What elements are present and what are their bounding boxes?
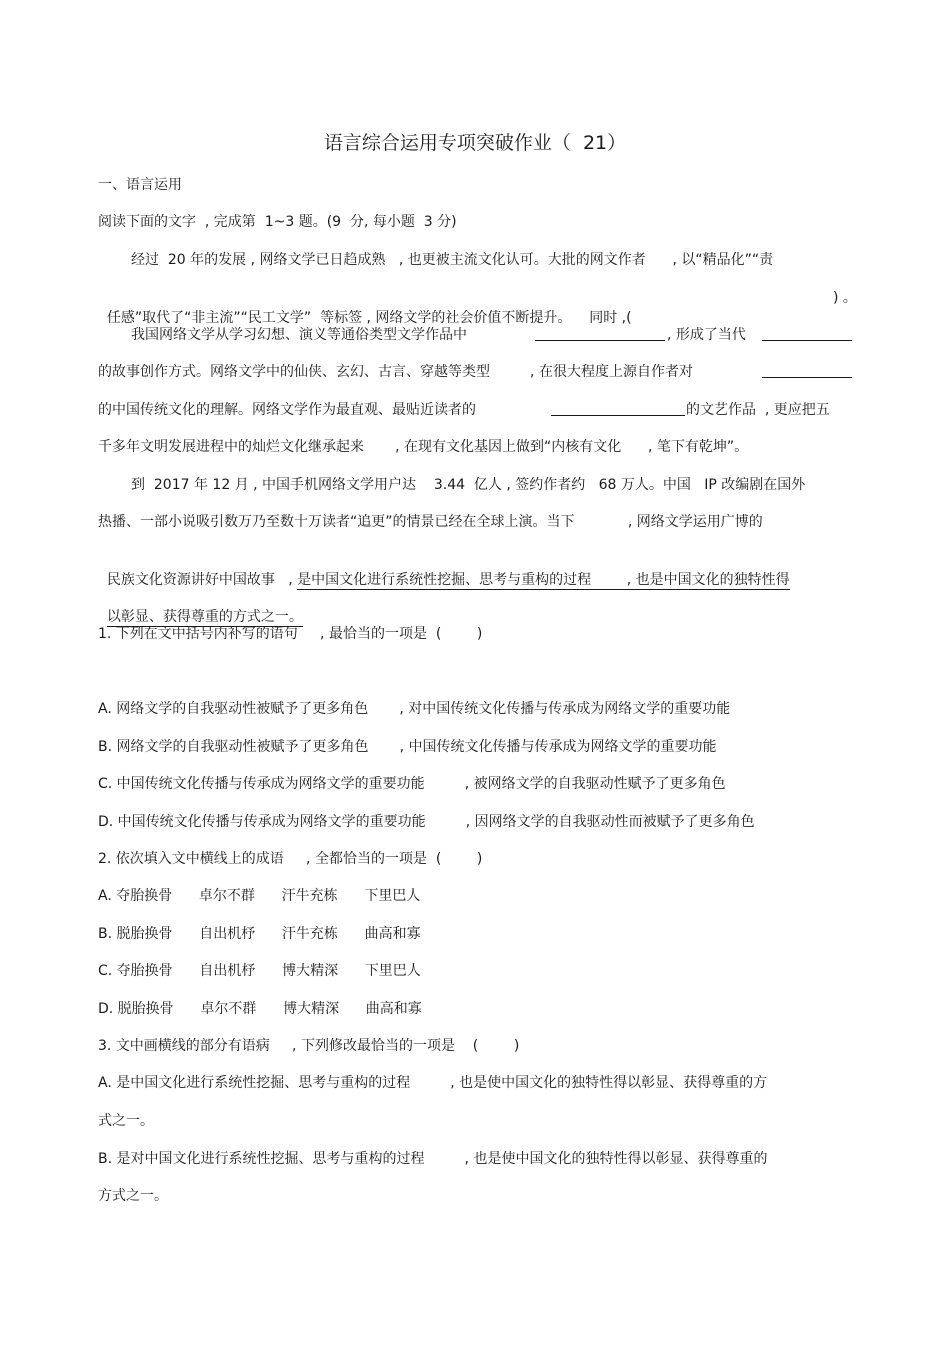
blank-2	[762, 325, 852, 345]
passage-text: 任感”取代了“非主流”“民工文学” 等标签 , 网络文学的社会价值不断提升。 同时 ,(	[106, 310, 632, 326]
blank-3	[762, 362, 852, 382]
instruction: 阅读下面的文字 , 完成第 1~3 题。(9 分, 每小题 3 分)	[98, 214, 457, 230]
question-2-option-b: B. 脱胎换骨 自出机杼 汗牛充栋 曲高和寡	[98, 926, 421, 942]
passage-text: 民族文化资源讲好中国故事 ,	[106, 572, 298, 588]
passage-line: 我国网络文学从学习幻想、演义等通俗类型文学作品中	[131, 327, 467, 343]
underlined-sentence: 是中国文化进行系统性挖掘、思考与重构的过程 , 也是中国文化的独特性得	[297, 572, 790, 588]
page-title: 语言综合运用专项突破作业（ 21）	[323, 132, 627, 154]
question-1-stem: 1. 下列在文中括号内补写的语句 , 最恰当的一项是 ( )	[98, 626, 483, 642]
question-1-option-d: D. 中国传统文化传播与传承成为网络文学的重要功能 , 因网络文学的自我驱动性而被赋予了更多角色	[98, 814, 755, 830]
passage-line	[98, 550, 790, 590]
passage-text: 的文艺作品 , 更应把五	[686, 402, 830, 418]
blank-1	[535, 325, 665, 345]
underlined-sentence: 以彰显、获得尊重的方式之一。	[106, 609, 303, 625]
passage-line: 热播、一部小说吸引数万乃至数十万读者“追更”的情景已经在全球上演。当下 , 网络文学运用广博的	[98, 514, 763, 530]
question-3-option-a-cont: 式之一。	[98, 1113, 154, 1129]
question-3-stem: 3. 文中画横线的部分有语病 , 下列修改最恰当的一项是 ( )	[98, 1038, 520, 1054]
section-heading: 一、语言运用	[98, 177, 182, 193]
question-2-option-a: A. 夺胎换骨 卓尔不群 汗牛充栋 下里巴人	[98, 888, 421, 904]
question-3-option-a: A. 是中国文化进行系统性挖掘、思考与重构的过程 , 也是使中国文化的独特性得以彰显、获得尊重的方	[98, 1075, 768, 1091]
question-1-option-a: A. 网络文学的自我驱动性被赋予了更多角色 , 对中国传统文化传播与传承成为网络文学的重要功能	[98, 701, 731, 717]
question-2-option-c: C. 夺胎换骨 自出机杼 博大精深 下里巴人	[98, 963, 421, 979]
passage-line: 的中国传统文化的理解。网络文学作为最直观、最贴近读者的	[98, 402, 476, 418]
passage-text: , 形成了当代	[667, 327, 746, 343]
passage-paren-close: ) 。	[833, 290, 857, 306]
passage-line: 经过 20 年的发展 , 网络文学已日趋成熟 , 也更被主流文化认可。大批的网文作者 , 以“精品化”“责	[131, 252, 774, 268]
question-2-stem: 2. 依次填入文中横线上的成语 , 全都恰当的一项是 ( )	[98, 851, 483, 867]
passage-line	[98, 587, 303, 627]
question-3-option-b: B. 是对中国文化进行系统性挖掘、思考与重构的过程 , 也是使中国文化的独特性得以彰显、获得尊重的	[98, 1151, 768, 1167]
blank-4	[551, 400, 685, 420]
question-1-option-c: C. 中国传统文化传播与传承成为网络文学的重要功能 , 被网络文学的自我驱动性赋予了更多角色	[98, 776, 726, 792]
question-3-option-b-cont: 方式之一。	[98, 1188, 168, 1204]
question-1-option-b: B. 网络文学的自我驱动性被赋予了更多角色 , 中国传统文化传播与传承成为网络文学的重要功能	[98, 739, 717, 755]
passage-line	[98, 288, 632, 328]
passage-line: 到 2017 年 12 月 , 中国手机网络文学用户达 3.44 亿人 , 签约作者约 68 万人。中国 IP 改编剧在国外	[131, 477, 806, 493]
passage-line: 千多年文明发展进程中的灿烂文化继承起来 , 在现有文化基因上做到“内核有文化 , 笔下有乾坤”。	[98, 439, 749, 455]
passage-line: 的故事创作方式。网络文学中的仙侠、玄幻、古言、穿越等类型 , 在很大程度上源自作者对	[98, 364, 693, 380]
question-2-option-d: D. 脱胎换骨 卓尔不群 博大精深 曲高和寡	[98, 1001, 422, 1017]
